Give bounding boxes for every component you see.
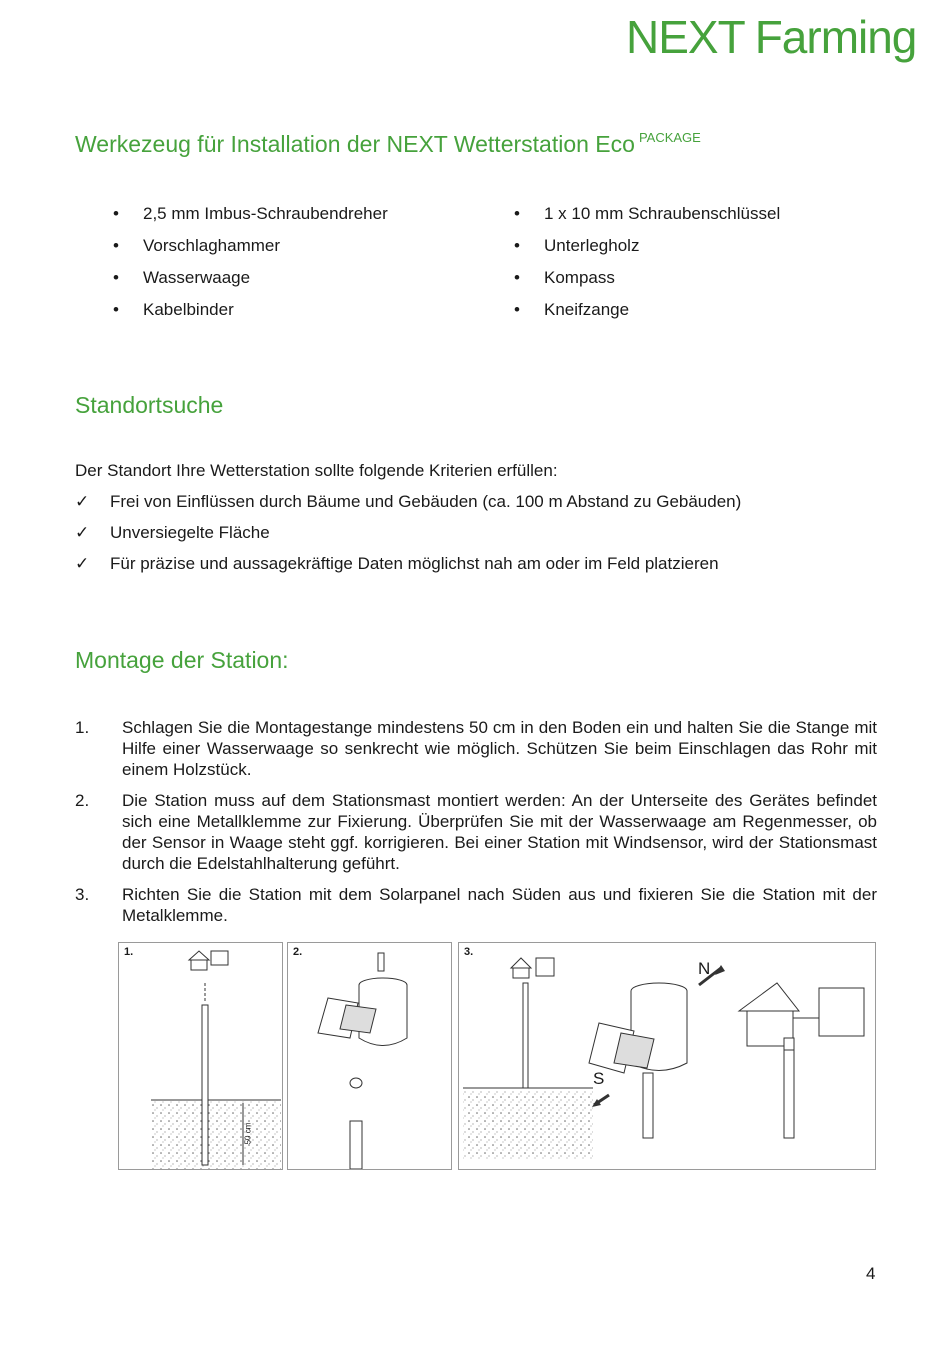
section-title-mount: Montage der Station: — [75, 647, 289, 673]
checkmark-icon: ✓ — [75, 554, 90, 573]
figure-label: 2. — [293, 946, 303, 958]
step-number: 3. — [75, 885, 90, 904]
step-number: 2. — [75, 791, 90, 810]
bullet-icon: • — [514, 300, 520, 319]
section-title-site: Standortsuche — [75, 392, 224, 418]
figure-step-1 — [118, 942, 283, 1170]
tool-item: • Vorschlaghammer — [113, 236, 281, 255]
bullet-icon: • — [113, 268, 119, 287]
next-farming-logo — [626, 6, 946, 68]
bullet-icon: • — [514, 204, 520, 223]
checkmark-icon: ✓ — [75, 492, 90, 511]
title-superscript: PACKAGE — [638, 130, 701, 145]
checkmark-icon: ✓ — [75, 523, 90, 542]
tool-item: • Kompass — [514, 268, 615, 287]
tool-item: • Kneifzange — [514, 300, 630, 319]
pole-in-ground-illustration — [119, 943, 282, 1169]
tool-item: • Kabelbinder — [113, 300, 234, 319]
figure-label: 1. — [124, 946, 134, 958]
logo-brand: NEXT — [626, 11, 745, 63]
station-mount-illustration — [288, 943, 451, 1169]
tool-item: • Unterlegholz — [514, 236, 640, 255]
step-number: 1. — [75, 718, 90, 737]
figure-step-2 — [287, 942, 452, 1170]
figure-label: 3. — [464, 946, 474, 958]
depth-label: 50 cm — [243, 1122, 253, 1145]
bullet-icon: • — [113, 300, 119, 319]
step-text: Schlagen Sie die Montagestange mindestens 50 cm in den Boden ein und halten Sie die Stange mit Hilfe einer Wasserwaage so senkrecht wie möglich. Schützen Sie beim Einschlagen das Rohr mit einem Holzstück. — [122, 718, 877, 779]
tool-item: • 1 x 10 mm Schraubenschlüssel — [514, 204, 781, 223]
tool-item: • 2,5 mm Imbus-Schraubendreher — [113, 204, 388, 223]
bullet-icon: • — [514, 268, 520, 287]
bullet-icon: • — [113, 236, 119, 255]
figure-step-3 — [458, 942, 876, 1170]
logo-word: Farming — [754, 11, 917, 63]
page-number: 4 — [866, 1264, 876, 1283]
step-text: Richten Sie die Station mit dem Solarpanel nach Süden aus und fixieren Sie die Station mit der Metalklemme. — [122, 885, 877, 925]
bullet-icon: • — [514, 236, 520, 255]
site-intro: Der Standort Ihre Wetterstation sollte folgende Kriterien erfüllen: — [75, 461, 558, 480]
section-title-tools: Werkezeug für Installation der NEXT Wetterstation Eco $^{PACKAGE}$ — [75, 130, 701, 157]
step-text: Die Station muss auf dem Stationsmast montiert werden: An der Unterseite des Gerätes befindet sich eine Metallklemme zur Fixierung. Überprüfen Sie mit der Wasserwaage am Regenmesser, ob der Sensor in Waage steht ggf. korrigieren. Bei einer Station mit Windsensor, wird der Stationsmast durch die Edelstahlhalterung geführt. — [122, 791, 877, 873]
tool-item: • Wasserwaage — [113, 268, 251, 287]
north-label: N — [698, 959, 711, 978]
bullet-icon: • — [113, 204, 119, 223]
south-label: S — [593, 1069, 605, 1088]
station-orientation-illustration — [459, 943, 875, 1169]
